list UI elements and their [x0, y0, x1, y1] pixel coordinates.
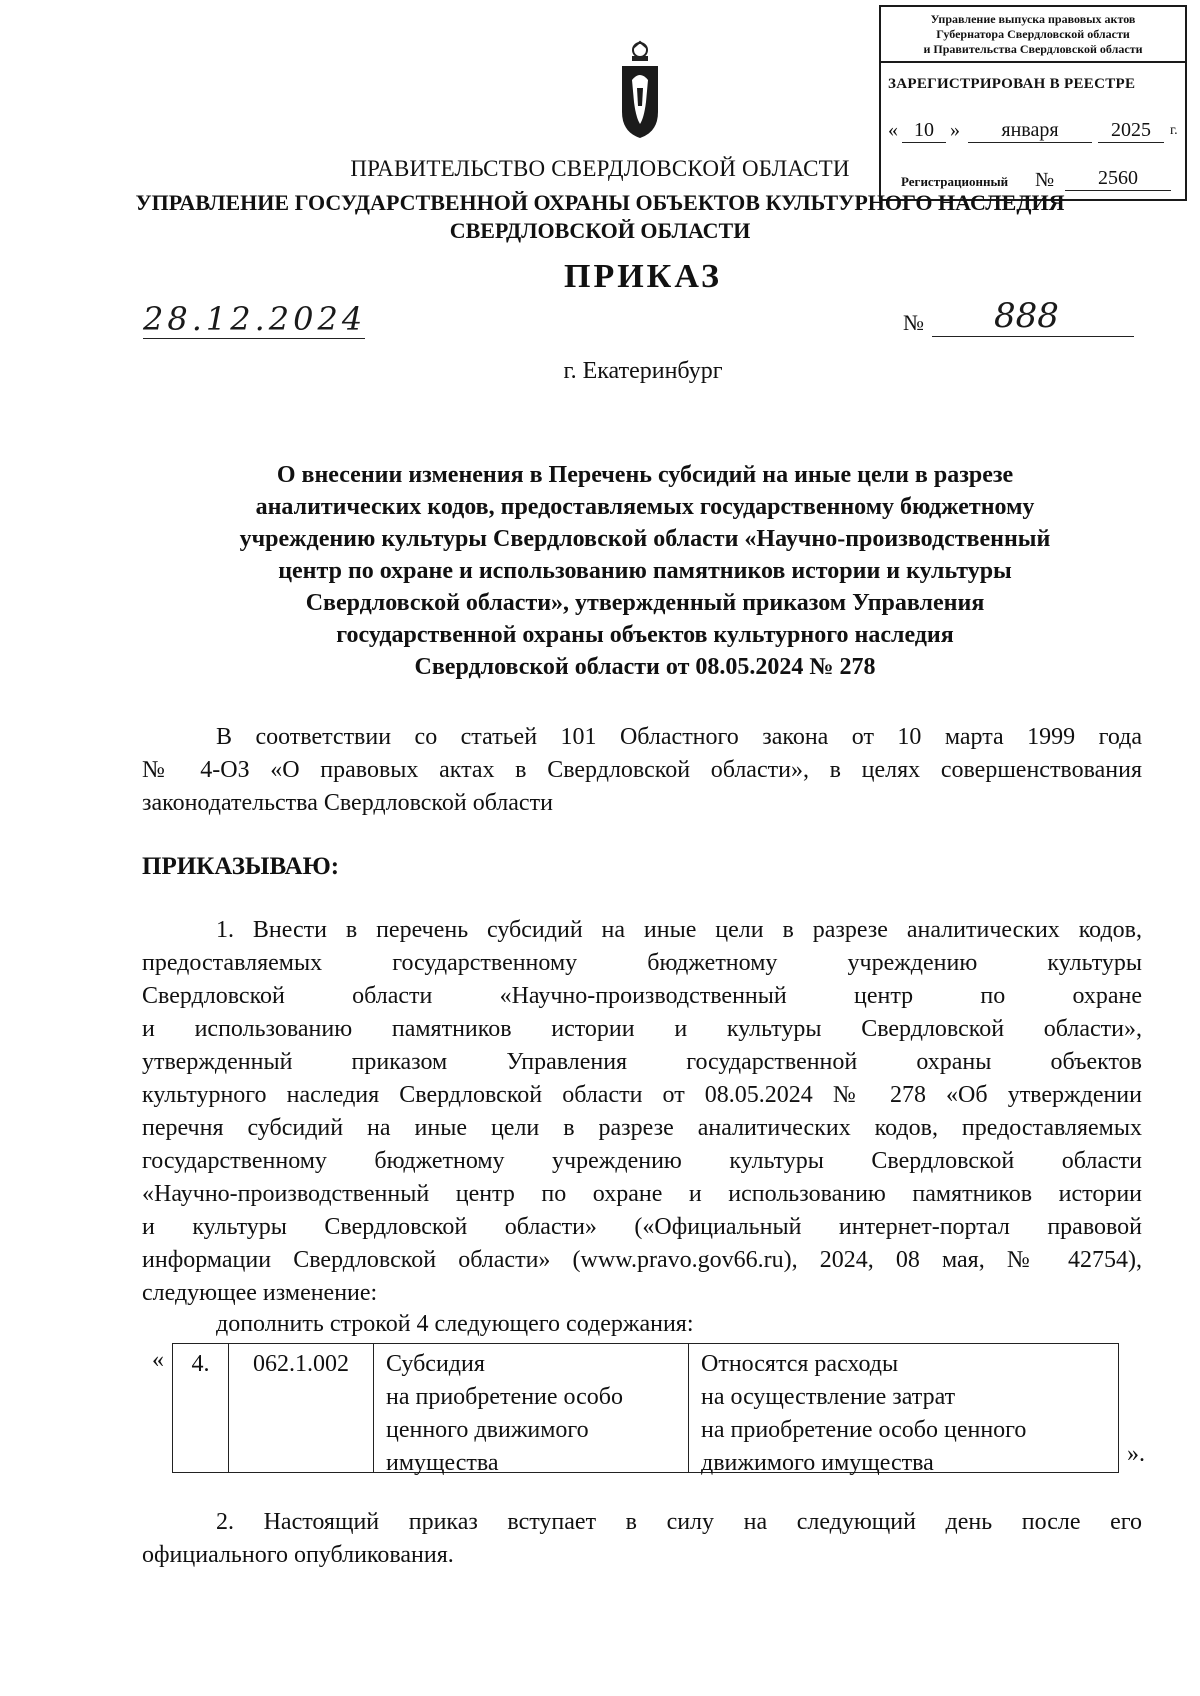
item1-line: культурного наследия Свердловской области от 08.05.2024 № 278 «Об утверждении: [142, 1082, 1142, 1108]
stamp-header: [881, 7, 1185, 63]
order-date: 28.12.2024: [143, 300, 367, 338]
table-cell-desc-line: Относятся расходы: [701, 1351, 899, 1377]
subsidy-table: [172, 1343, 1119, 1476]
item1-line: Свердловской области «Научно-производственный центр по охране: [142, 983, 1142, 1009]
table-cell-num: 4.: [173, 1344, 229, 1472]
table-cell-name-line: Субсидия: [386, 1351, 485, 1377]
stamp-header-line: Губернатора Свердловской области: [936, 27, 1130, 41]
number-sign: №: [903, 310, 924, 335]
stamp-registered-label: ЗАРЕГИСТРИРОВАН В РЕЕСТРЕ: [888, 76, 1136, 92]
title-line: аналитических кодов, предоставляемых государственному бюджетному: [255, 494, 1035, 520]
item1-line: 1. Внести в перечень субсидий на иные цели в разрезе аналитических кодов,: [216, 917, 1142, 943]
item1-line: утвержденный приказом Управления государственной охраны объектов: [142, 1049, 1142, 1075]
table-cell-name: [374, 1344, 689, 1476]
preamble-line: В соответствии со статьей 101 Областного закона от 10 марта 1999 года: [216, 724, 1142, 750]
stamp-reg-number: 2560: [1065, 167, 1171, 191]
stamp-open-quote: «: [888, 119, 898, 141]
item1-line: государственному бюджетному учреждению культуры Свердловской области: [142, 1148, 1142, 1174]
preamble-line: № 4-ОЗ «О правовых актах в Свердловской области», в целях совершенствования: [142, 757, 1142, 783]
stamp-year: 2025: [1098, 119, 1164, 143]
document-type: ПРИКАЗ: [564, 258, 722, 295]
title-line: центр по охране и использованию памятников истории и культуры: [278, 558, 1012, 584]
stamp-header-line: Управление выпуска правовых актов: [930, 12, 1136, 26]
item1-line: «Научно-производственный центр по охране и использованию памятников истории: [142, 1181, 1142, 1207]
item1-line: следующее изменение:: [142, 1280, 378, 1306]
table-open-quote: «: [152, 1347, 164, 1373]
table-cell-desc-line: на осуществление затрат: [701, 1384, 956, 1410]
coat-of-arms-emblem: [616, 40, 664, 140]
item1-line: перечня субсидий на иные цели в разрезе аналитических кодов, предоставляемых: [142, 1115, 1142, 1141]
stamp-date: [888, 119, 1184, 145]
table-cell-desc-line: движимого имущества: [701, 1450, 934, 1476]
stamp-header-line: и Правительства Свердловской области: [923, 42, 1143, 56]
table-cell-name-line: имущества: [386, 1450, 499, 1476]
order-word: ПРИКАЗЫВАЮ:: [142, 853, 340, 880]
title-line: государственной охраны объектов культурного наследия: [336, 622, 954, 648]
city: г. Екатеринбург: [563, 358, 723, 384]
item1-line: и культуры Свердловской области» («Официальный интернет-портал правовой: [142, 1214, 1142, 1240]
preamble-line: законодательства Свердловской области: [142, 790, 553, 816]
item1-line: и использованию памятников истории и культуры Свердловской области»,: [142, 1016, 1142, 1042]
item2-line: 2. Настоящий приказ вступает в силу на следующий день после его: [216, 1509, 1142, 1535]
stamp-year-suffix: г.: [1170, 123, 1178, 138]
table-cell-desc: [689, 1344, 1117, 1476]
stamp-close-quote: »: [950, 119, 960, 141]
department-heading: СВЕРДЛОВСКОЙ ОБЛАСТИ: [449, 218, 751, 243]
stamp-reg-number-label: Регистрационный: [901, 174, 1009, 189]
stamp-day: 10: [902, 119, 946, 143]
stamp-reg-number-sign: №: [1035, 169, 1055, 191]
table-close-quote: ».: [1127, 1441, 1145, 1467]
title-line: Свердловской области от 08.05.2024 № 278: [414, 654, 876, 680]
item2-line: официального опубликования.: [142, 1542, 454, 1568]
title-line: О внесении изменения в Перечень субсидий на иные цели в разрезе: [276, 462, 1014, 488]
title-line: Свердловской области», утвержденный приказом Управления: [305, 590, 985, 616]
title-line: учреждению культуры Свердловской области «Научно-производственный: [239, 526, 1051, 552]
stamp-month: января: [968, 119, 1092, 143]
item1-line: информации Свердловской области» (www.pravo.gov66.ru), 2024, 08 мая, № 42754),: [142, 1247, 1142, 1273]
table-cell-code: 062.1.002: [229, 1344, 374, 1472]
table-cell-name-line: ценного движимого: [386, 1417, 589, 1443]
government-heading: ПРАВИТЕЛЬСТВО СВЕРДЛОВСКОЙ ОБЛАСТИ: [350, 156, 850, 181]
item1-line: предоставляемых государственному бюджетному учреждению культуры: [142, 950, 1142, 976]
department-heading: УПРАВЛЕНИЕ ГОСУДАРСТВЕННОЙ ОХРАНЫ ОБЪЕКТОВ КУЛЬТУРНОГО НАСЛЕДИЯ: [135, 190, 1065, 215]
item1-addition: дополнить строкой 4 следующего содержания:: [216, 1311, 694, 1337]
table-cell-desc-line: на приобретение особо ценного: [701, 1417, 1027, 1443]
table-cell-name-line: на приобретение особо: [386, 1384, 623, 1410]
order-number: 888: [932, 296, 1134, 337]
